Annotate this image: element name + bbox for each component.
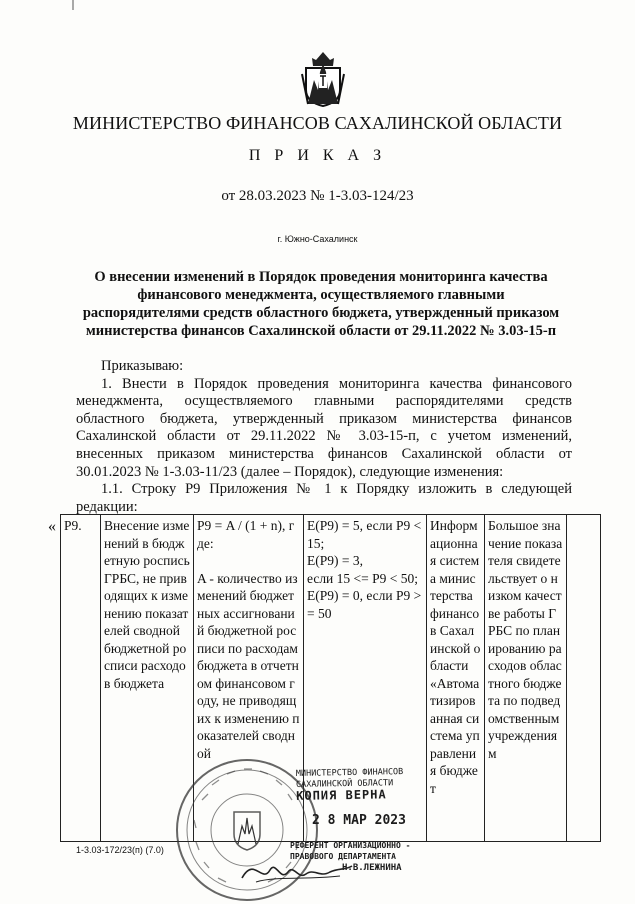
city-line: г. Южно-Сахалинск <box>277 234 358 244</box>
table-cell-comment: Большое значение показателя свидетельствует о низком качестве работы ГРБС по планированию расходов областного бюджета по подведомственным учреждениям <box>485 515 567 842</box>
coat-of-arms-emblem <box>300 50 346 108</box>
opening-quote: « <box>48 518 56 535</box>
table-cell-name: Внесение изменений в бюджетную роспись ГРБС, не приводящих к изменению показателей сводной бюджетной росписи расходов бюджета <box>101 515 194 842</box>
document-type: П Р И К А З <box>248 147 387 164</box>
table-cell-code: Р9. <box>61 515 101 842</box>
body-paragraph-3: 1.1. Строку Р9 Приложения № 1 к Порядку изложить в следующей редакции: <box>76 481 572 515</box>
table-cell-score: E(P9) = 5, если P9 < 15; E(P9) = 3, если 15 <= P9 < 50; E(P9) = 0, если P9 >= 50 <box>304 515 427 842</box>
handwritten-signature <box>236 850 356 890</box>
order-number: от 28.03.2023 № 1-3.03-124/23 <box>221 188 414 204</box>
body-paragraph-1: Приказываю: <box>101 358 184 374</box>
ministry-title: МИНИСТЕРСТВО ФИНАНСОВ САХАЛИНСКОЙ ОБЛАСТИ <box>72 113 563 133</box>
order-heading: О внесении изменений в Порядок проведения мониторинга качества финансового менеджмента, осуществляемого главными распорядителями средств областного бюджета, утвержденный приказом министерства финансов Сахалинской области от 29.11.2022 № 3.03-15-п <box>82 269 560 339</box>
referent-stamp: РЕФЕРЕНТ ОРГАНИЗАЦИОННО - ПРАВОВОГО ДЕПАРТАМЕНТА Н.В.ЛЕЖНИНА <box>290 841 411 873</box>
margin-mark <box>70 0 76 10</box>
copy-certified-stamp: МИНИСТЕРСТВО ФИНАНСОВ САХАЛИНСКОЙ ОБЛАСТИ КОПИЯ ВЕРНА <box>295 767 404 803</box>
body-paragraph-2: 1. Внести в Порядок проведения мониторинга качества финансового менеджмента, осуществляемого главными распорядителями средств областного бюджета, утвержденный приказом министерства финансов Сахалинской области от 29.11.2022 № 3.03-15-п, с учетом изменений, внесенных приказом министерства финансов Сахалинской области от 30.01.2023 № 1-3.03-11/23 (далее – Порядок), следующие изменения: <box>76 375 572 480</box>
document-code: 1-3.03-172/23(п) (7.0) <box>76 845 164 855</box>
table-cell-extra <box>567 515 601 842</box>
order-body <box>76 358 572 516</box>
table-cell-formula: Р9 = A / (1 + n), где: A - количество изменений бюджетных ассигнований бюджетной росписи по расходам бюджета в отчетном финансовом году, не приводящих к изменению показателей сводной <box>194 515 304 842</box>
copy-date-stamp: 2 8 МАР 2023 <box>312 813 406 828</box>
table-cell-source: Информационная система министерства финансов Сахалинской области «Автоматизированная система управления бюджет <box>427 515 485 842</box>
